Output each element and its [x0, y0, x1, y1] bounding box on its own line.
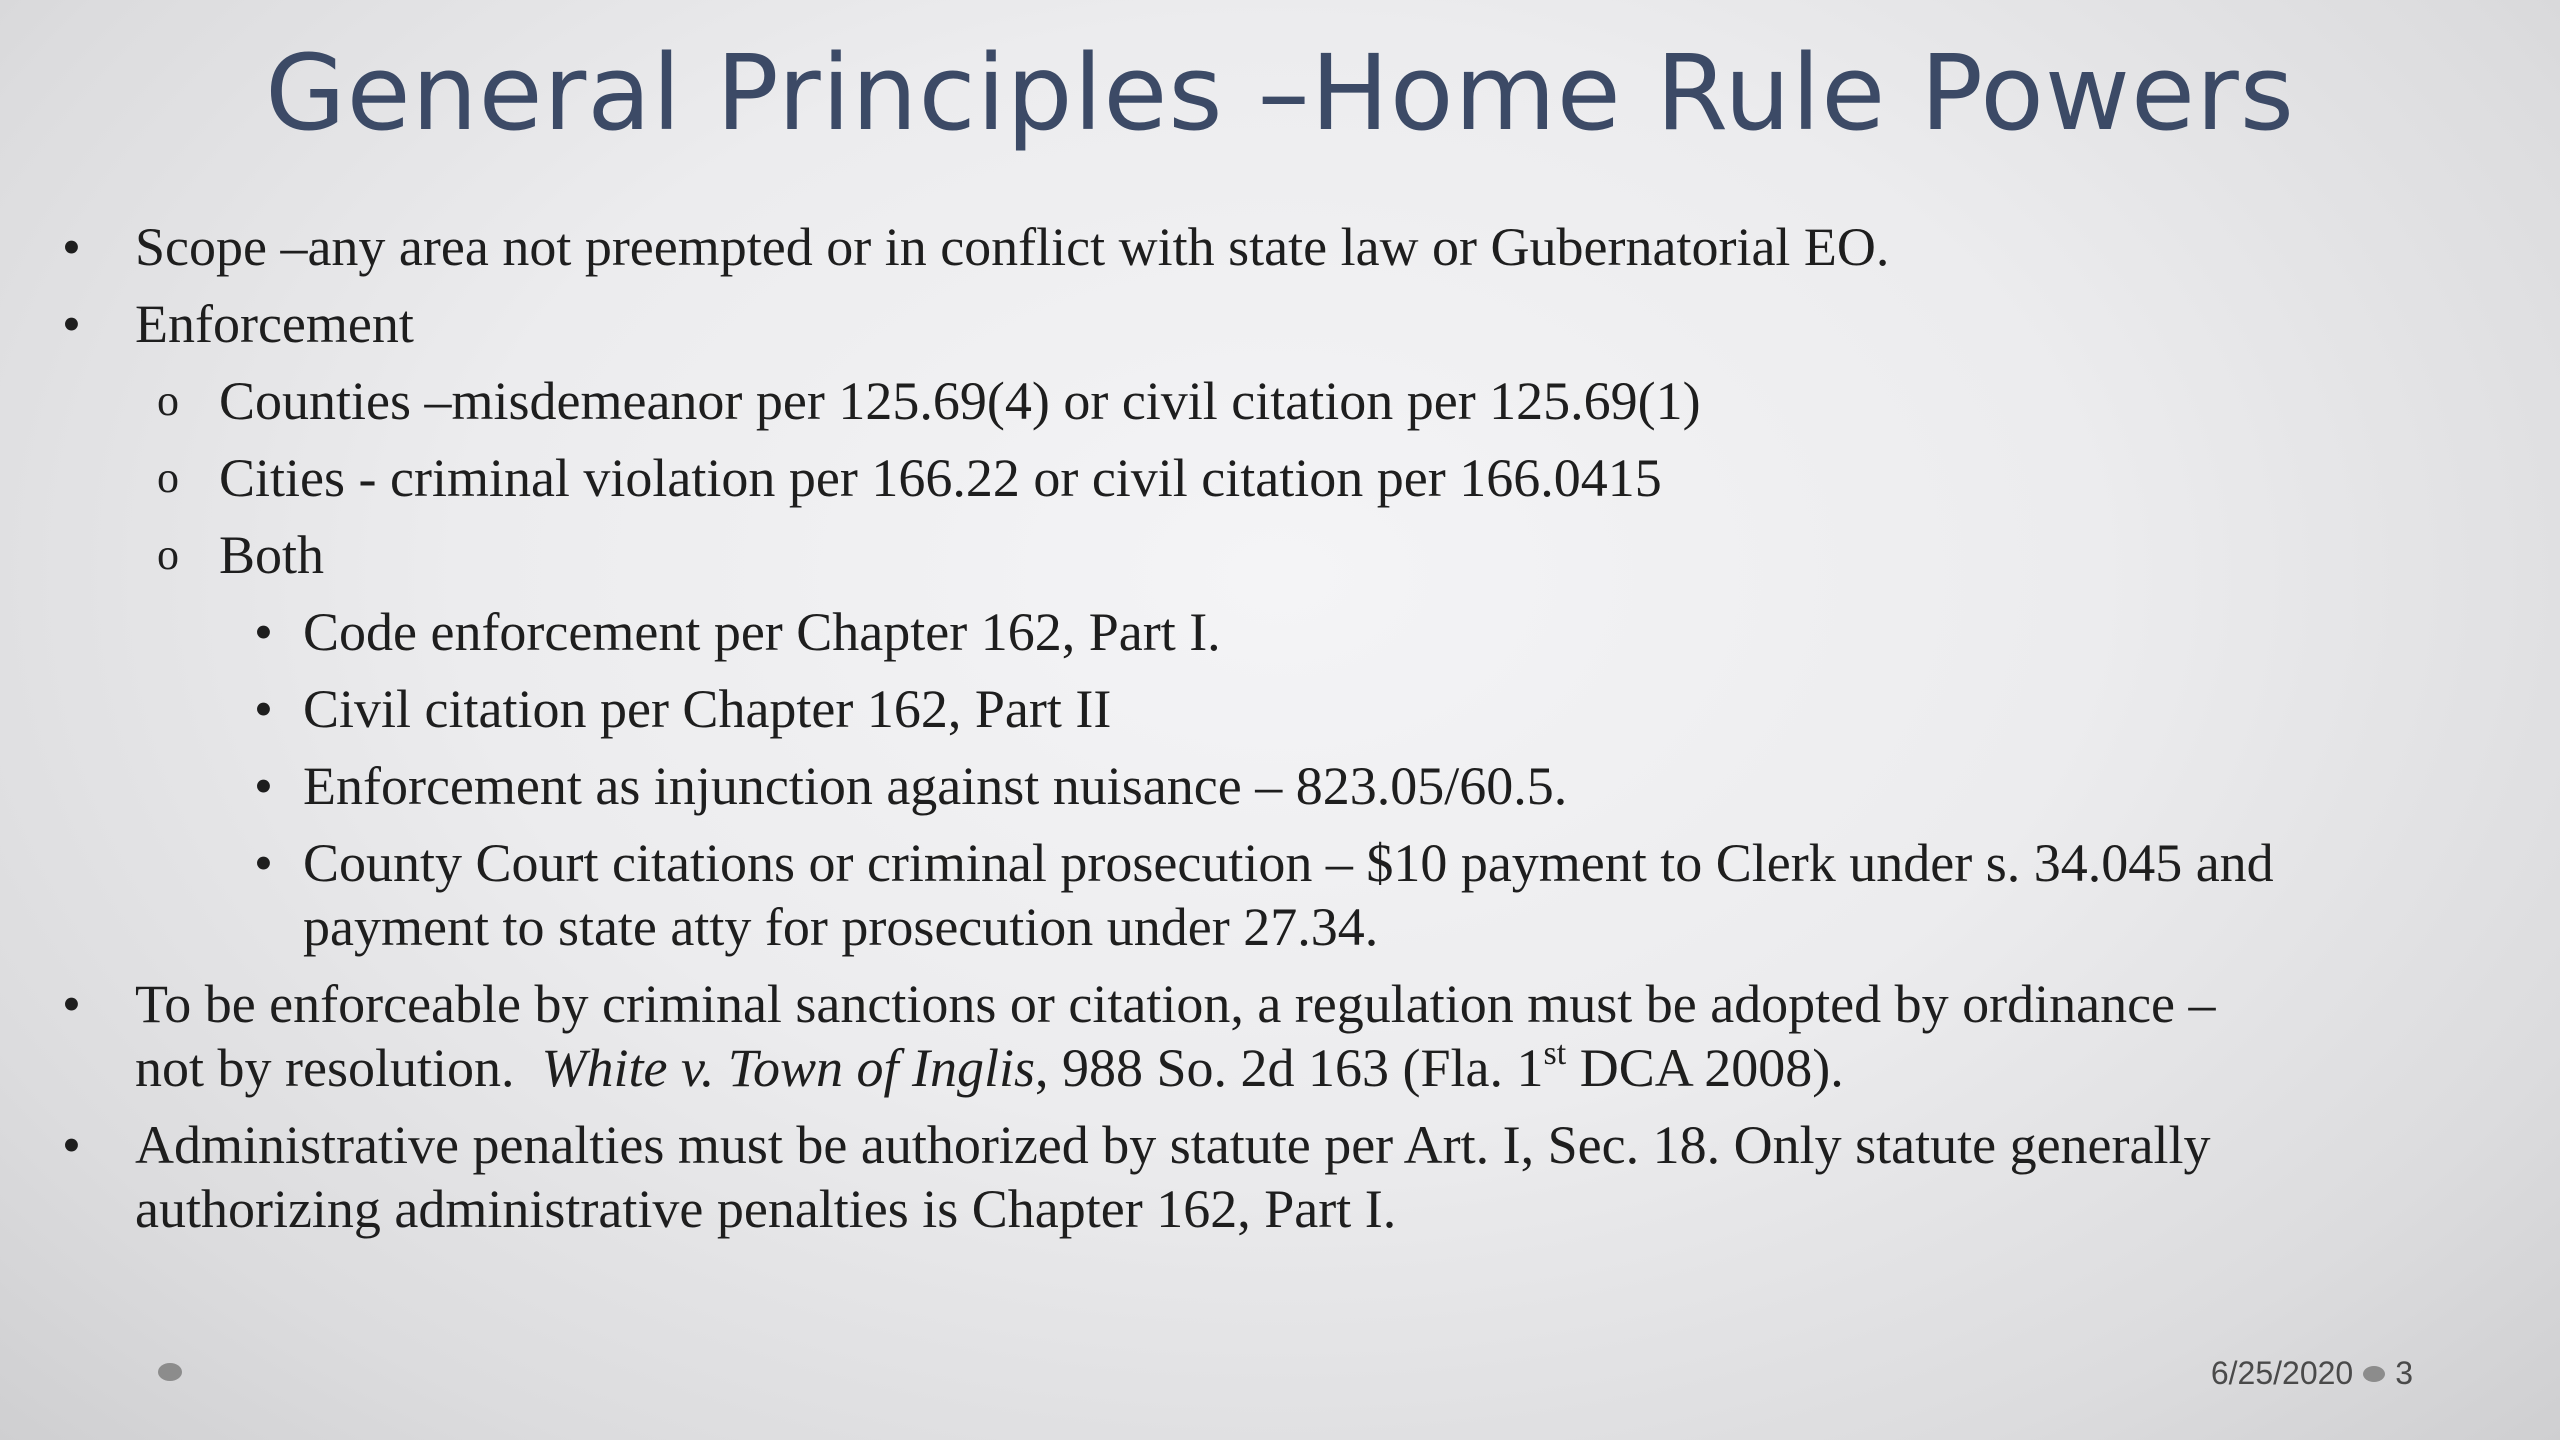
slide-footer	[2211, 1355, 2413, 1392]
slide-body	[0, 215, 2480, 1241]
subsubbullet-marker: •	[254, 756, 273, 816]
text-fragment: not by resolution.	[135, 1038, 542, 1098]
subsubbullet-civil-citation	[0, 677, 2480, 741]
subbullet-counties	[0, 369, 2480, 433]
subsubbullet-text: Code enforcement per Chapter 162, Part I.	[303, 602, 1221, 662]
bullet-text-line1: To be enforceable by criminal sanctions or citation, a regulation must be adopted by ordinance –	[135, 974, 2216, 1034]
subbullet-text: Both	[219, 525, 325, 585]
bullet-text-line2	[135, 1035, 1844, 1098]
text-fragment: , 988 So. 2d 163 (Fla. 1	[1035, 1038, 1544, 1098]
bullet-administrative	[0, 1113, 2480, 1241]
subbullet-marker: o	[157, 530, 179, 579]
subsubbullet-county-court	[0, 831, 2480, 959]
footer-separator-dot	[2363, 1366, 2385, 1382]
subsubbullet-text-line1: County Court citations or criminal prosecution – $10 payment to Clerk under s. 34.045 and	[303, 833, 2274, 893]
case-name: White v. Town of Inglis	[541, 1038, 1035, 1098]
bullet-marker: •	[62, 1115, 81, 1175]
slide-title: General Principles –Home Rule Powers	[265, 32, 2295, 154]
bullet-text-line2: authorizing administrative penalties is Chapter 162, Part I.	[135, 1179, 1397, 1239]
bullet-enforcement	[0, 292, 2480, 356]
subbullet-text: Cities - criminal violation per 166.22 or civil citation per 166.0415	[219, 448, 1662, 508]
subbullet-marker: o	[157, 453, 179, 502]
superscript: st	[1543, 1035, 1567, 1072]
subsubbullet-text: Enforcement as injunction against nuisance – 823.05/60.5.	[303, 756, 1568, 816]
bullet-marker: •	[62, 294, 81, 354]
slide-number: 3	[2395, 1355, 2413, 1391]
bullet-text: Enforcement	[135, 294, 414, 354]
subsubbullet-marker: •	[254, 679, 273, 739]
subbullet-cities	[0, 446, 2480, 510]
bullet-enforceable	[0, 972, 2480, 1100]
subsubbullet-text: Civil citation per Chapter 162, Part II	[303, 679, 1112, 739]
subsubbullet-marker: •	[254, 602, 273, 662]
subbullet-both	[0, 523, 2480, 587]
subsubbullet-text-line2: payment to state atty for prosecution under 27.34.	[303, 897, 1379, 957]
bullet-text: Scope –any area not preempted or in conflict with state law or Gubernatorial EO.	[135, 217, 1890, 277]
bullet-text-line1: Administrative penalties must be authorized by statute per Art. I, Sec. 18. Only statute generally	[135, 1115, 2211, 1175]
bullet-marker: •	[62, 974, 81, 1034]
subbullet-marker: o	[157, 376, 179, 425]
footer-date: 6/25/2020	[2210, 1355, 2354, 1391]
bullet-marker: •	[62, 217, 81, 277]
subbullet-text: Counties –misdemeanor per 125.69(4) or civil citation per 125.69(1)	[219, 371, 1701, 431]
footer-decoration-dot	[158, 1363, 182, 1381]
text-fragment: DCA 2008).	[1566, 1038, 1844, 1098]
subsubbullet-injunction	[0, 754, 2480, 818]
subsubbullet-marker: •	[254, 833, 273, 893]
subsubbullet-code-enforcement	[0, 600, 2480, 664]
bullet-scope	[0, 215, 2480, 279]
